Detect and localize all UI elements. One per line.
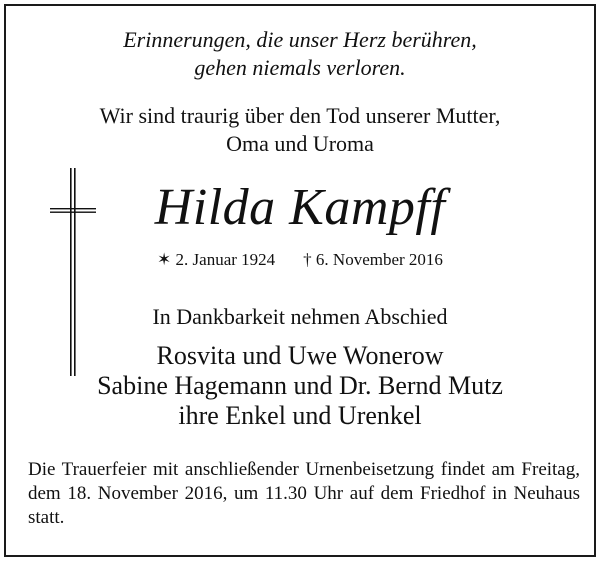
mourner-1: Rosvita und Uwe Wonerow [156, 341, 444, 370]
life-dates [6, 248, 594, 272]
mourner-2: Sabine Hagemann und Dr. Bernd Mutz [97, 371, 503, 400]
deceased-name: Hilda Kampff [154, 179, 446, 236]
quote-line-1: Erinnerungen, die unser Herz berühren, [123, 27, 477, 52]
mourners-list [6, 341, 594, 431]
intro-line-1: Wir sind traurig über den Tod unserer Mutter, [99, 103, 501, 128]
intro-line-2: Oma und Uroma [226, 131, 374, 156]
death-date: † 6. November 2016 [303, 250, 443, 269]
birth-date: ✶ 2. Januar 1924 [157, 250, 276, 269]
obituary-notice [4, 4, 596, 557]
mourner-3: ihre Enkel und Urenkel [178, 401, 422, 430]
memorial-quote [6, 26, 594, 82]
farewell-line: In Dankbarkeit nehmen Abschied [152, 304, 448, 329]
quote-line-2: gehen niemals verloren. [194, 55, 406, 80]
intro-text [6, 102, 594, 158]
service-details: Die Trauerfeier mit anschließender Urnenbeisetzung findet am Freitag, dem 18. November 2016, um 11.30 Uhr auf dem Friedhof in Neuhaus statt. [28, 459, 580, 528]
